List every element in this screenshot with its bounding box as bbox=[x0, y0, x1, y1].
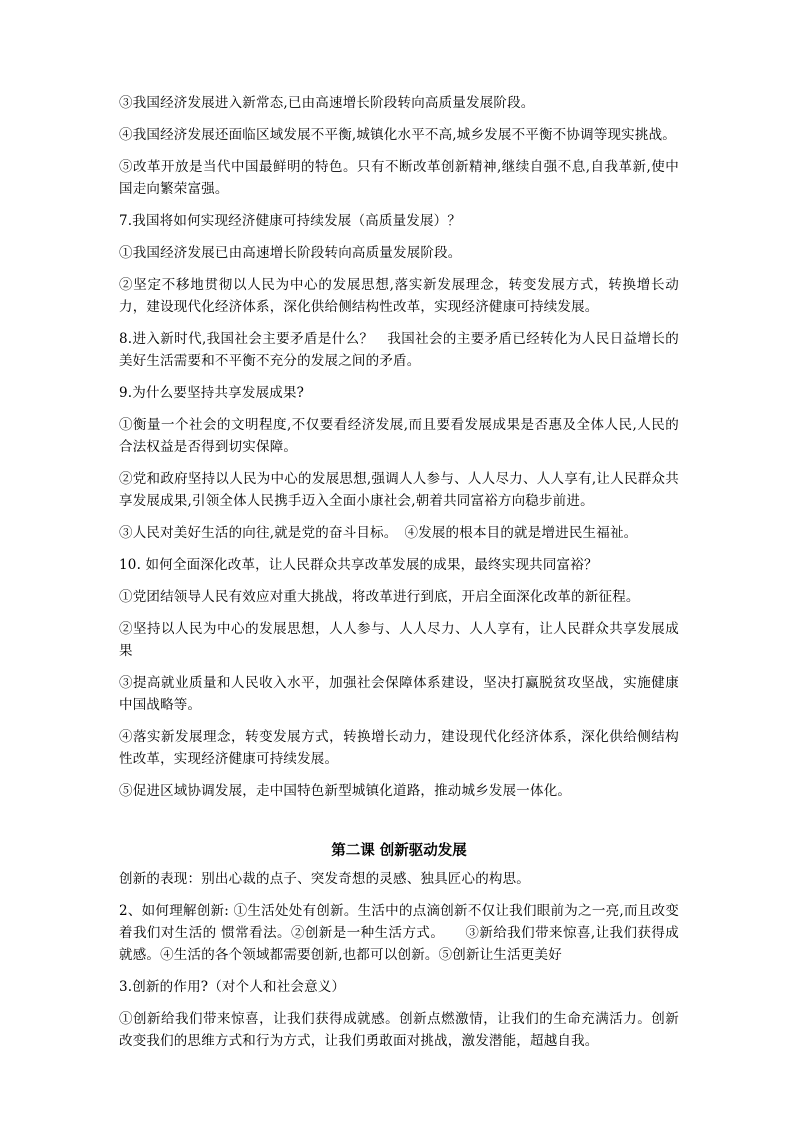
answer-10-item-5: ⑤促进区域协调发展，走中国特色新型城镇化道路，推动城乡发展一体化。 bbox=[119, 783, 572, 799]
answer-9-item-2: ②党和政府坚持以人民为中心的发展思想,强调人人参与、人人尽力、人人享有,让人民群众共享发展成果,引领全体人民携手迈入全面小康社会,朝着共同富裕方向稳步前进。 bbox=[119, 471, 679, 509]
question-8: 8.进入新时代,我国社会主要矛盾是什么？ 我国社会的主要矛盾已经转化为人民日益增长的美好生活需要和不平衡不充分的发展之间的矛盾。 bbox=[119, 331, 679, 369]
answer-7-item-2: ②坚定不移地贯彻以人民为中心的发展思想,落实新发展理念，转变发展方式，转换增长动力，建设现代化经济体系，深化供给侧结构性改革，实现经济健康可持续发展。 bbox=[119, 277, 679, 315]
lesson-title: 第二课 创新驱动发展 bbox=[331, 842, 467, 859]
answer-10-item-4: ④落实新发展理念，转变发展方式，转换增长动力，建设现代化经济体系，深化供给侧结构性改革，实现经济健康可持续发展。 bbox=[119, 729, 679, 767]
question-10: 10. 如何全面深化改革，让人民群众共享改革发展的成果，最终实现共同富裕？ bbox=[119, 557, 598, 573]
document-content bbox=[119, 92, 679, 1062]
answer-9-item-1: ①衡量一个社会的文明程度,不仅要看经济发展,而且要看发展成果是否惠及全体人民,人民的合法权益是否得到切实保障。 bbox=[119, 417, 679, 455]
answer-10-item-1: ①党团结领导人民有效应对重大挑战，将改革进行到底，开启全面深化改革的新征程。 bbox=[119, 589, 640, 605]
paragraph-reform-opening: ⑤改革开放是当代中国最鲜明的特色。只有不断改革创新精神,继续自强不息,自我革新,使中国走向繁荣富强。 bbox=[119, 159, 679, 197]
paragraph-economy-new-normal: ③我国经济发展进入新常态,已由高速增长阶段转向高质量发展阶段。 bbox=[119, 95, 535, 111]
answer-3-item-1: ①创新给我们带来惊喜，让我们获得成就感。创新点燃激情，让我们的生命充满活力。创新改变我们的思维方式和行为方式，让我们勇敢面对挑战，激发潜能，超越自我。 bbox=[119, 1011, 679, 1049]
innovation-manifestation: 创新的表现：别出心裁的点子、突发奇想的灵感、独具匠心的构思。 bbox=[119, 871, 530, 887]
answer-9-item-3: ③人民对美好生活的向往,就是党的奋斗目标。 ④发展的根本目的就是增进民生福祉。 bbox=[119, 525, 638, 541]
question-3-innovation-role: 3.创新的作用?（对个人和社会意义） bbox=[119, 979, 346, 995]
question-2-understanding-innovation: 2、如何理解创新: ①生活处处有创新。生活中的点滴创新不仅让我们眼前为之一亮,而且改变着我们对生活的 惯常看法。②创新是一种生活方式。 ③新给我们带来惊喜,让我们获得成就感。④生活的各个领域都需要创新,也都可以创新。⑤创新让生活更美好 bbox=[119, 903, 679, 963]
question-9: 9.为什么要坚持共享发展成果? bbox=[119, 385, 305, 401]
answer-10-item-2: ②坚持以人民为中心的发展思想，人人参与、人人尽力、人人享有，让人民群众共享发展成果 bbox=[119, 621, 679, 659]
question-7: 7.我国将如何实现经济健康可持续发展（高质量发展）？ bbox=[119, 213, 462, 229]
answer-7-item-1: ①我国经济发展已由高速增长阶段转向高质量发展阶段。 bbox=[119, 245, 462, 261]
paragraph-regional-imbalance: ④我国经济发展还面临区域发展不平衡,城镇化水平不高,城乡发展不平衡不协调等现实挑战。 bbox=[119, 127, 676, 143]
answer-10-item-3: ③提高就业质量和人民收入水平，加强社会保障体系建设，坚决打赢脱贫攻坚战，实施健康中国战略等。 bbox=[119, 675, 679, 713]
